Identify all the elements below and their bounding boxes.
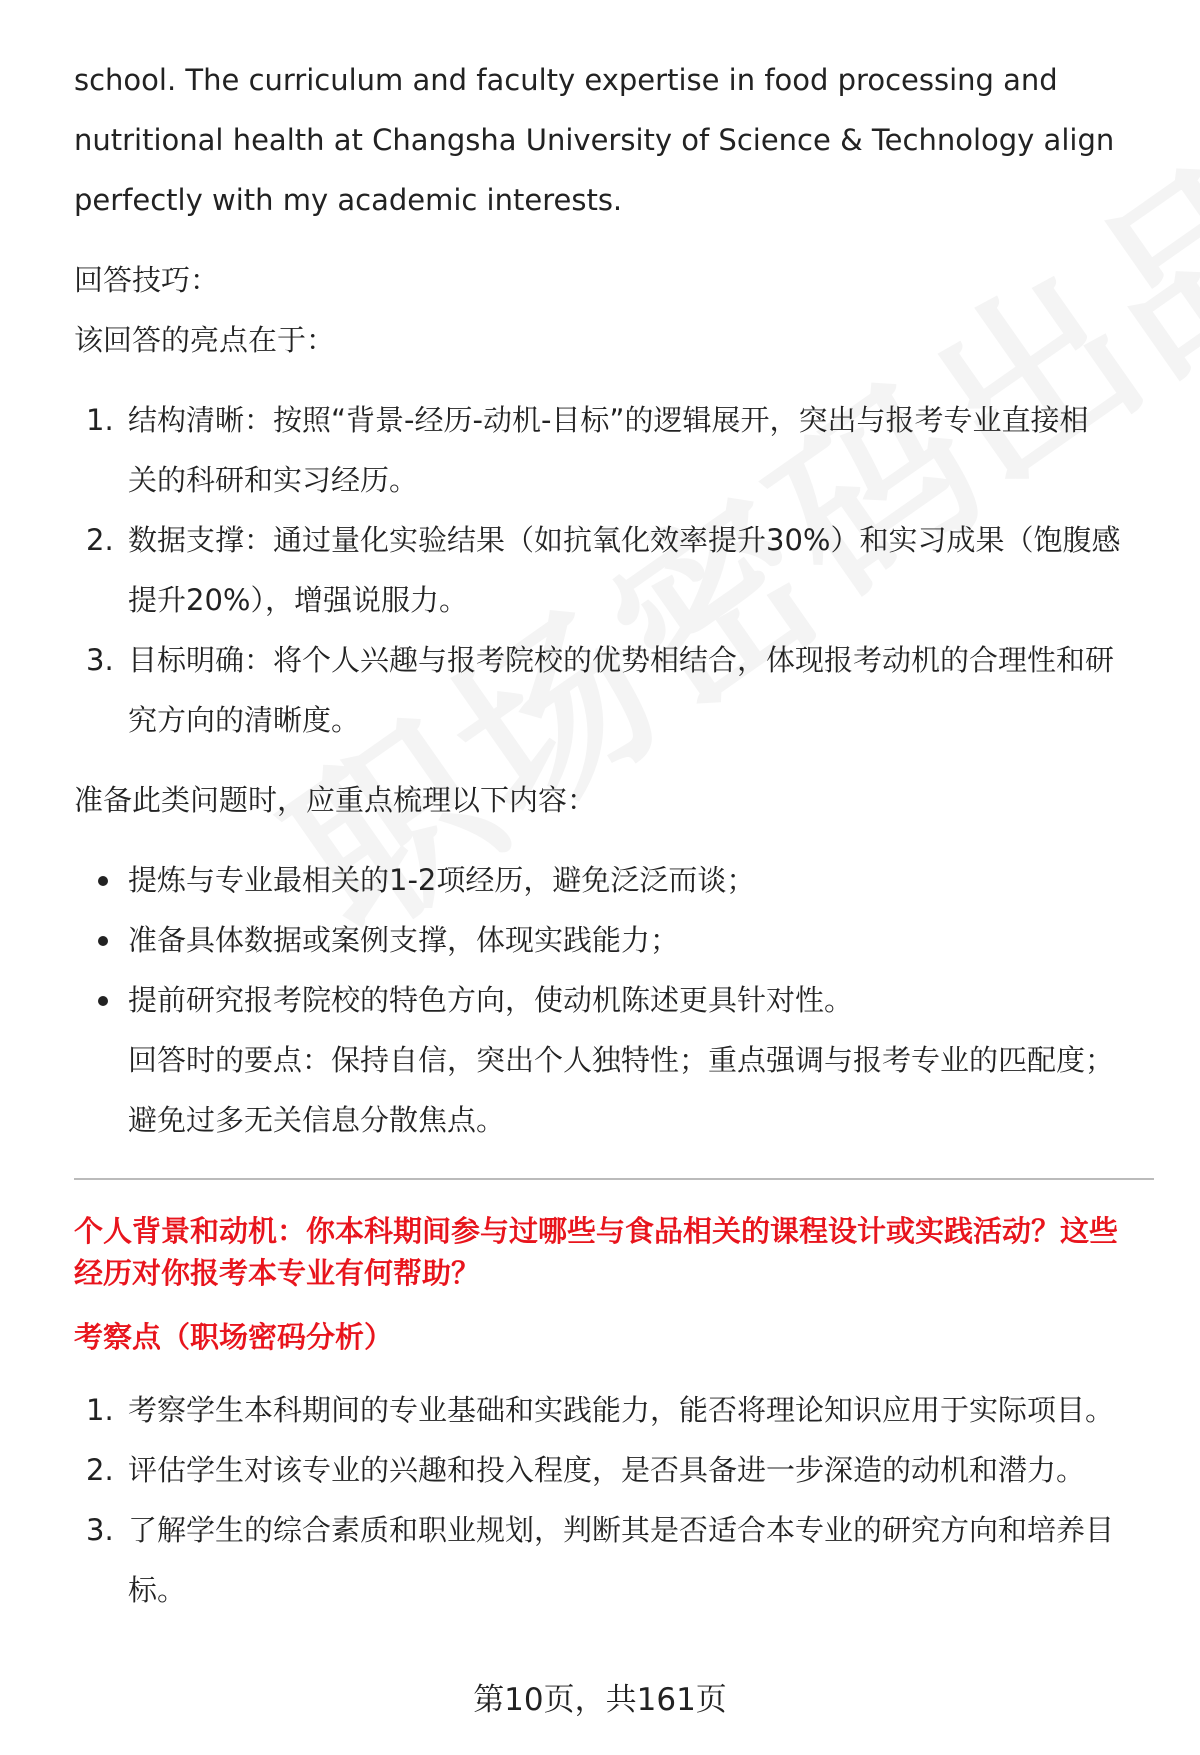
list-item-text: 提炼与专业最相关的1-2项经历，避免泛泛而谈； <box>128 863 756 897</box>
list-item-text: 了解学生的综合素质和职业规划，判断其是否适合本专业的研究方向和培养目 <box>128 1513 1115 1547</box>
highlights-list <box>74 390 1154 750</box>
list-item <box>74 1440 1154 1500</box>
list-number: 1. <box>86 1393 114 1427</box>
list-number: 3. <box>86 643 114 677</box>
list-number: 2. <box>86 523 114 557</box>
tips-heading: 回答技巧： <box>74 263 220 297</box>
prep-list <box>74 850 1154 1030</box>
list-item-text: 提升20%），增强说服力。 <box>128 583 468 617</box>
question-line: 个人背景和动机：你本科期间参与过哪些与食品相关的课程设计或实践活动？这些 <box>74 1214 1119 1248</box>
list-item-text: 提前研究报考院校的特色方向，使动机陈述更具针对性。 <box>128 983 854 1017</box>
question-heading <box>74 1210 1154 1294</box>
intro-paragraph <box>74 50 1154 230</box>
bullet-icon <box>98 936 108 946</box>
bullet-icon <box>98 996 108 1006</box>
list-item-text: 结构清晰：按照“背景-经历-动机-目标”的逻辑展开，突出与报考专业直接相 <box>128 403 1089 437</box>
answer-points-line: 回答时的要点：保持自信，突出个人独特性；重点强调与报考专业的匹配度； <box>128 1043 1115 1077</box>
list-item <box>74 390 1154 510</box>
prep-heading: 准备此类问题时，应重点梳理以下内容： <box>74 783 597 817</box>
page-footer: 第10页，共161页 <box>473 1682 727 1718</box>
answer-points-line: 避免过多无关信息分散焦点。 <box>128 1103 506 1137</box>
list-number: 2. <box>86 1453 114 1487</box>
answer-points <box>74 1030 1154 1150</box>
exam-points-heading: 考察点（职场密码分析） <box>74 1320 394 1354</box>
highlights-heading: 该回答的亮点在于： <box>74 323 336 357</box>
question-line: 经历对你报考本专业有何帮助？ <box>74 1256 481 1290</box>
bullet-icon <box>98 876 108 886</box>
page-content <box>74 50 1154 1620</box>
intro-line: school. The curriculum and faculty expertise in food processing and <box>74 63 1058 97</box>
list-item <box>74 1380 1154 1440</box>
list-item <box>74 1500 1154 1620</box>
list-item <box>74 910 1154 970</box>
list-item <box>74 970 1154 1030</box>
exam-points-list <box>74 1380 1154 1620</box>
list-item-text: 关的科研和实习经历。 <box>128 463 419 497</box>
list-item <box>74 630 1154 750</box>
list-item-text: 考察学生本科期间的专业基础和实践能力，能否将理论知识应用于实际项目。 <box>128 1393 1115 1427</box>
intro-line: perfectly with my academic interests. <box>74 183 623 217</box>
list-item-text: 准备具体数据或案例支撑，体现实践能力； <box>128 923 680 957</box>
list-item-text: 究方向的清晰度。 <box>128 703 361 737</box>
list-item-text: 目标明确：将个人兴趣与报考院校的优势相结合，体现报考动机的合理性和研 <box>128 643 1115 677</box>
list-number: 3. <box>86 1513 114 1547</box>
list-number: 1. <box>86 403 114 437</box>
list-item-text: 评估学生对该专业的兴趣和投入程度，是否具备进一步深造的动机和潜力。 <box>128 1453 1086 1487</box>
list-item <box>74 510 1154 630</box>
intro-line: nutritional health at Changsha University of Science & Technology align <box>74 123 1115 157</box>
list-item-text: 标。 <box>128 1573 187 1607</box>
list-item <box>74 850 1154 910</box>
section-divider <box>74 1178 1154 1180</box>
list-item-text: 数据支撑：通过量化实验结果（如抗氧化效率提升30%）和实习成果（饱腹感 <box>128 523 1121 557</box>
